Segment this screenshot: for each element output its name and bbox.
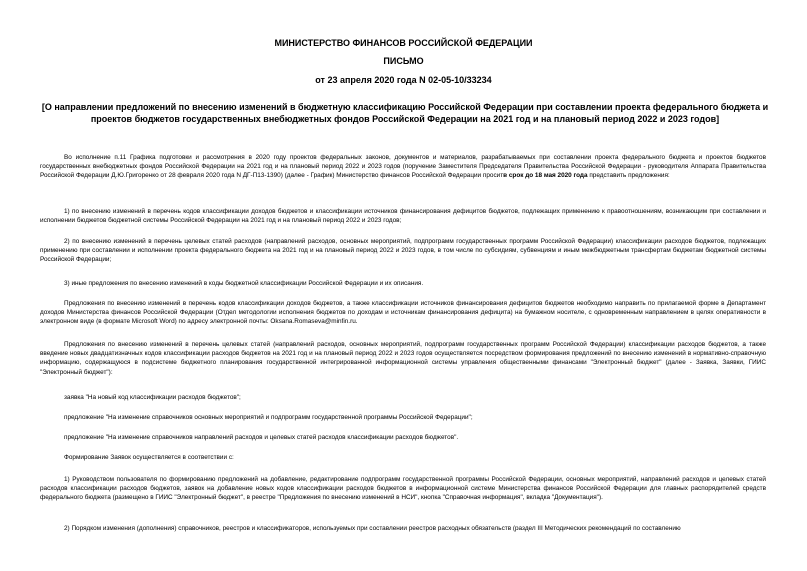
document-type: ПИСЬМО [383,56,424,66]
paragraph-expense-proposals: Предложения по внесению изменений в перечень целевых статей (направлений расходов, основных мероприятий, подпрограмм государственных программ Российской Федерации) классификации расходов бюджетов, а также введение новых двадцатизначных кодов классификации расходов бюджетов на 2021 год и на плановый период 2022 и 2023 годов осуществляется посредством формирования предложений по внесению изменений в нормативно-справочную информацию, содержащуюся в подсистеме бюджетного планирования государственной интегрированной информационной системы управления общественными финансами "Электронный бюджет" (далее - Заявка, Заявки, ГИИС "Электронный бюджет"): [40,341,766,376]
document-date-number: от 23 апреля 2020 года N 02-05-10/33234 [315,75,492,85]
paragraph-formation: Формирование Заявок осуществляется в соответствии с: [64,454,234,461]
paragraph-income-proposals: Предложения по внесению изменений в перечень кодов классификации доходов бюджетов, а также классификации источников финансирования дефицитов бюджетов необходимо направить по прилагаемой форме в Департамент доходов Министерства финансов Российской Федерации (Отдел методологии исполнения бюджетов по доходам и источникам финансирования дефицита) на бумажном носителе, с одновременным направлением в целях оперативности в электронном виде (в формате Microsoft Word) по адресу электронной почты: Oksana.Romaseva@minfin.ru. [40,300,766,326]
paragraph-application-new-code: заявка "На новый код классификации расходов бюджетов"; [64,394,241,401]
paragraph-intro-text: Во исполнение п.11 Графика подготовки и рассмотрения в 2020 году проектов федеральных законов, документов и материалов, разрабатываемых при составлении проекта федерального бюджета и проектов бюджетов государственных внебюджетных фондов Российской Федерации на 2021 год и на плановый период 2022 и 2023 годов (поручение Заместителя Председателя Правительства Российской Федерации - руководителя Аппарата Правительства Российской Федерации Д.Ю.Григоренко от 28 февраля 2020 года N ДГ-П13-1390) (далее - График) Министерство финансов Российской Федерации просит [40,154,766,180]
paragraph-intro-tail: представить предложения: [589,172,670,180]
paragraph-proposal-programs: предложение "На изменение справочников основных мероприятий и подпрограмм государственной программы Российской Федерации"; [64,414,473,421]
document-title: [О направлении предложений по внесению изменений в бюджетную классификацию Российской Федерации при составлении проекта федерального бюджета и проектов бюджетов государственных внебюджетных фондов Российской Федерации на 2021 год и на плановый период 2022 и 2023 годов] [41,102,769,124]
paragraph-item-2: 2) по внесению изменений в перечень целевых статей расходов (направлений расходов, основных мероприятий, подпрограмм государственных программ Российской Федерации) классификации расходов бюджетов, подлежащих применению при составлении и исполнении проекта федерального бюджета на 2021 год и на плановый период 2022 и 2023 годов, в том числе по субсидиям, субвенциям и иным межбюджетным трансфертам бюджетам бюджетной системы Российской Федерации; [40,238,766,264]
paragraph-item-1: 1) по внесению изменений в перечень кодов классификации доходов бюджетов и классификации источников финансирования дефицитов бюджетов, подлежащих применению к правоотношениям, возникающим при составлении и исполнении бюджетов бюджетной системы Российской Федерации на 2021 год и на плановый период 2022 и 2023 годов; [40,208,766,225]
paragraph-proposal-directions: предложение "На изменение справочников направлений расходов и целевых статей расходов классификации расходов бюджетов". [64,434,459,441]
paragraph-intro [40,153,766,181]
ministry-heading: МИНИСТЕРСТВО ФИНАНСОВ РОССИЙСКОЙ ФЕДЕРАЦИИ [274,38,533,48]
paragraph-order: 2) Порядком изменения (дополнения) справочников, реестров и классификаторов, используемых при составлении реестров расходных обязательств (раздел III Методических рекомендаций по составлению [64,525,681,532]
deadline-bold: в срок до 18 мая 2020 года [503,172,588,180]
paragraph-item-3: 3) иные предложения по внесению изменений в коды бюджетной классификации Российской Федерации и их описания. [64,280,424,287]
paragraph-guide: 1) Руководством пользователя по формированию предложений на добавление, редактирование подпрограмм государственной программы Российской Федерации, основных мероприятий, направлений расходов и целевых статей расходов классификации расходов бюджетов, заявок на добавление новых кодов классификации расходов бюджетов в информационной системе Министерства финансов Российской Федерации для главных распорядителей средств федерального бюджета (размещено в ГИИС "Электронный бюджет", в реестре "Предложения по внесению изменений в НСИ", кнопка "Справочная информация", вкладка "Документация"). [40,476,766,502]
